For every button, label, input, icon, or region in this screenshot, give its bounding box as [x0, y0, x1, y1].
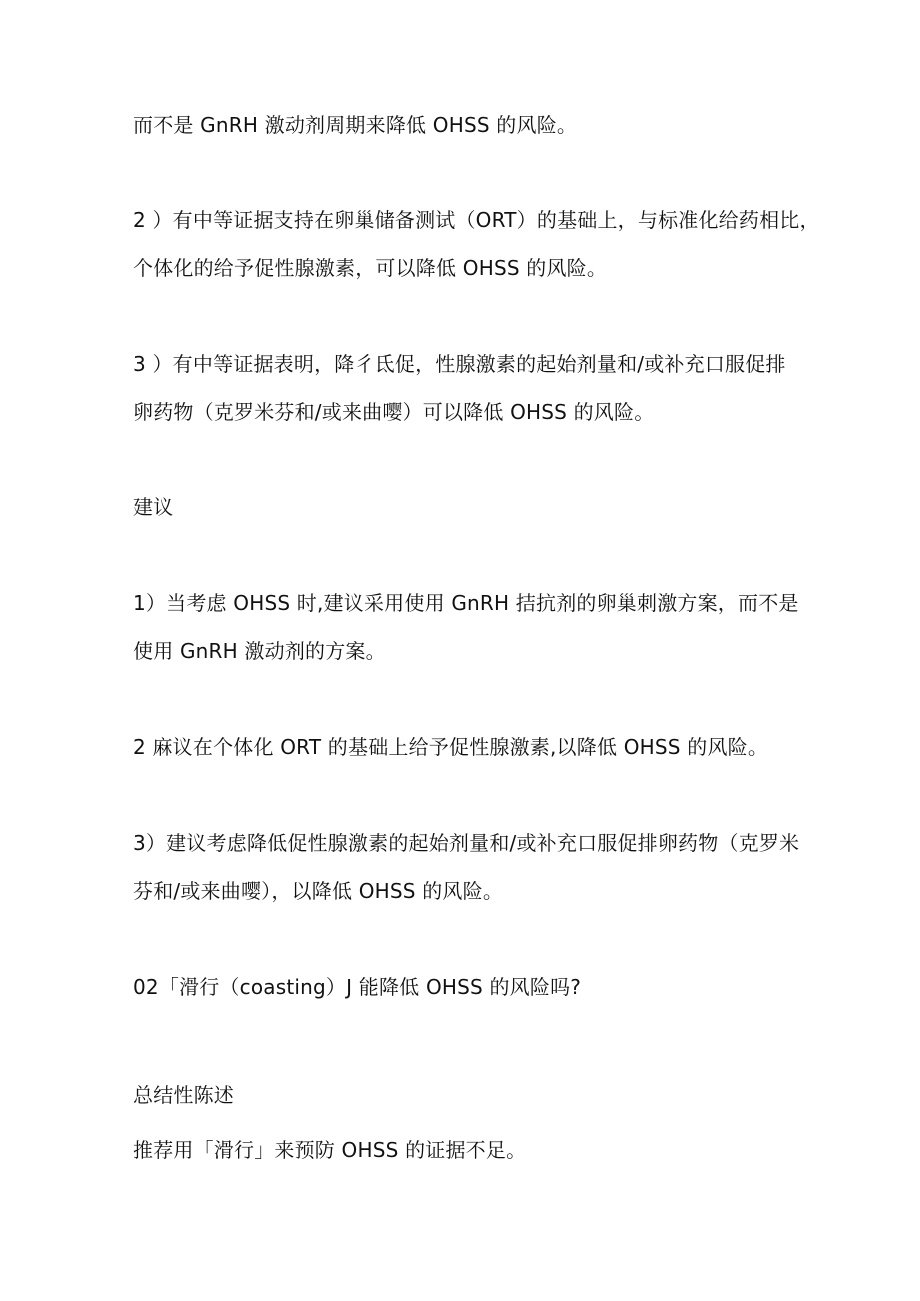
paragraph-line: 卵药物（克罗米芬和/或来曲嘤）可以降低 OHSS 的风险。 [133, 400, 655, 424]
paragraph-line: 芬和/或来曲嘤），以降低 OHSS 的风险。 [133, 879, 504, 903]
paragraph-line: 使用 GnRH 激动剂的方案。 [133, 639, 386, 663]
paragraph-line: 2 麻议在个体化 ORT 的基础上给予促性腺激素,以降低 OHSS 的风险。 [133, 735, 769, 759]
paragraph-line: 1）当考虑 OHSS 时,建议采用使用 GnRH 拮抗剂的卵巢刺激方案，而不是 [133, 591, 799, 615]
paragraph-line: 个体化的给予促性腺激素，可以降低 OHSS 的风险。 [133, 256, 608, 280]
section-heading: 建议 [133, 495, 174, 519]
section-heading: 总结性陈述 [133, 1083, 234, 1107]
paragraph-line: 3）建议考虑降低促性腺激素的起始剂量和/或补充口服促排卵药物（克罗米 [133, 831, 800, 855]
paragraph-line: 2 ）有中等证据支持在卵巢储备测试（ORT）的基础上，与标准化给药相比， [133, 208, 820, 232]
paragraph-line: 3 ）有中等证据表明，降彳氐促，性腺激素的起始剂量和/或补充口服促排 [133, 352, 786, 376]
question-heading: 02「滑行（coasting）J 能降低 OHSS 的风险吗? [133, 975, 582, 999]
paragraph-line: 而不是 GnRH 激动剂周期来降低 OHSS 的风险。 [133, 113, 578, 137]
paragraph-line: 推荐用「滑行」来预防 OHSS 的证据不足。 [133, 1138, 527, 1162]
